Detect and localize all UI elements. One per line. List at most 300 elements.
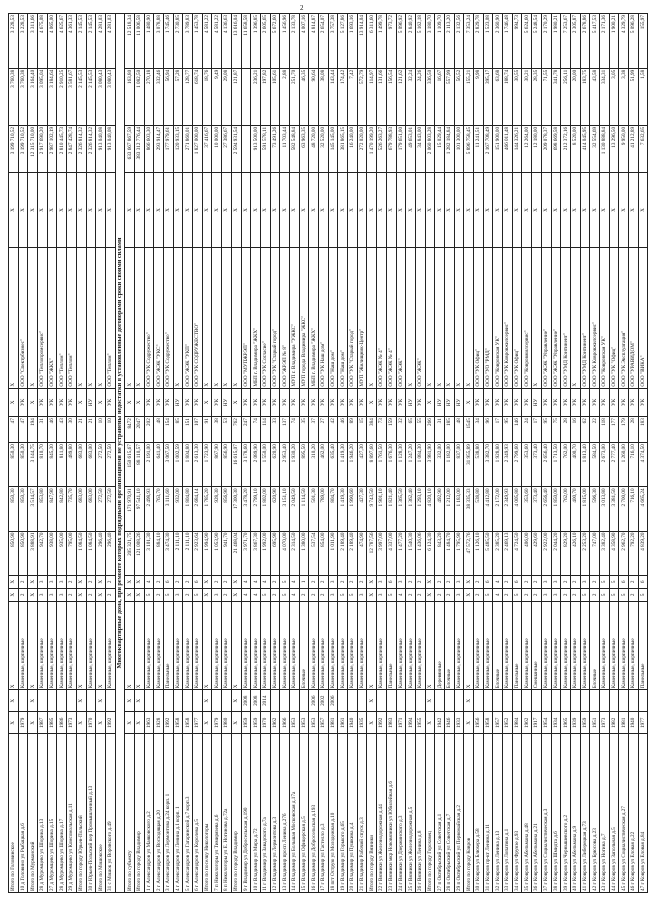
table-row <box>415 14 425 893</box>
table-cell: 1984 <box>512 712 522 734</box>
table-cell <box>551 690 561 712</box>
table-cell: 6 <box>512 575 522 588</box>
table-cell: 17 <box>532 417 542 443</box>
table-cell: 1942 <box>435 712 445 734</box>
table-cell: Каменные, кирпичные <box>289 601 299 689</box>
table-cell: 71,55 <box>541 68 551 125</box>
table-cell: 43 г Ковров ул Ногина д.7 <box>599 734 609 893</box>
table-cell: 1935 <box>357 712 367 734</box>
table-cell: ООО "ЖЭК "УКП" <box>183 248 193 388</box>
table-cell: 4 281,03 <box>105 14 115 69</box>
table-cell: 31 955,89 <box>464 443 474 487</box>
table-cell: 3 <box>38 588 48 601</box>
table-row <box>115 14 125 893</box>
table-cell: 2 923,64 <box>193 531 203 575</box>
table-cell: 1 011,90 <box>328 531 338 575</box>
table-cell: 1 260,00 <box>619 443 629 487</box>
table-cell: 2 469,13 <box>503 531 513 575</box>
table-cell: 1981 <box>619 712 629 734</box>
table-cell: 270,18 <box>144 68 154 125</box>
table-cell: 5 <box>483 588 493 601</box>
table-cell: 4 <box>241 575 251 588</box>
table-cell: 48 720,00 <box>309 125 319 172</box>
table-cell: 24,26 <box>415 68 425 125</box>
table-cell: X <box>125 712 135 734</box>
table-cell: 4 839,20 <box>638 531 648 575</box>
table-cell: 65 <box>406 417 416 443</box>
table-cell: 13 г Владимир просп Ленина д.27б <box>280 734 290 893</box>
table-cell: 1 484,70 <box>444 531 454 575</box>
table-cell: X <box>357 172 367 247</box>
table-cell: 3 514,57 <box>28 487 38 531</box>
table-cell: 1 396,85 <box>251 14 261 69</box>
table-cell: 4 г Александров ул Ленина д.1 корп. 1 <box>173 734 183 893</box>
table-cell: Каменные, кирпичные <box>629 601 639 689</box>
table-cell: Итого по городу Гороховец <box>425 734 435 893</box>
table-cell: 37 <box>309 417 319 443</box>
table-cell: 3 164,40 <box>28 68 38 125</box>
table-cell: 596,30 <box>590 487 600 531</box>
table-cell: 3 997,00 <box>377 531 387 575</box>
table-cell: УК <box>503 388 513 417</box>
table-cell: 492,90 <box>435 487 445 531</box>
table-cell: X <box>154 172 164 247</box>
table-cell: 21 <box>76 417 86 443</box>
table-cell: X <box>367 690 377 712</box>
table-row <box>319 14 329 893</box>
table-cell: X <box>76 248 86 388</box>
table-cell: Каменные, кирпичные <box>483 601 493 689</box>
table-cell: 6 <box>193 575 203 588</box>
table-cell: 804,70 <box>328 487 338 531</box>
table-cell: 856,90 <box>222 487 232 531</box>
table-cell: 867,90 <box>212 443 222 487</box>
table-cell: 47 г Ковров ул Еловая д.84 <box>638 734 648 893</box>
table-cell: 2 <box>415 588 425 601</box>
table-cell: Каменные, кирпичные <box>328 601 338 689</box>
table-cell: 1956 <box>474 712 484 734</box>
table-cell: X <box>425 690 435 712</box>
table-cell: 1958 <box>183 712 193 734</box>
table-cell: 3 971,70 <box>241 531 251 575</box>
table-cell <box>377 690 387 712</box>
table-cell: Каменные, кирпичные <box>67 601 77 689</box>
table-cell: X <box>541 172 551 247</box>
table-cell: 5 672,60 <box>270 14 280 69</box>
table-cell: 177 <box>609 417 619 443</box>
table-cell: 48 <box>154 417 164 443</box>
table-cell: 2 <box>309 575 319 588</box>
table-cell: 1992 <box>105 712 115 734</box>
table-cell: 5 <box>280 575 290 588</box>
table-cell: 5 248,54 <box>532 14 542 69</box>
table-cell: 334,31 <box>599 68 609 125</box>
table-row <box>270 14 280 893</box>
table-cell: Итого по городу Вязники <box>367 734 377 893</box>
table-row <box>503 14 513 893</box>
table-cell: 154 <box>164 417 174 443</box>
table-cell: 2 <box>503 588 513 601</box>
table-row <box>609 14 619 893</box>
table-cell: 3 <box>541 588 551 601</box>
table-cell: 2 <box>435 588 445 601</box>
table-cell: X <box>202 575 212 588</box>
table-row <box>18 14 28 893</box>
table-cell: ООО "Теплом" <box>57 248 67 388</box>
table-cell: 2 684,14 <box>193 487 203 531</box>
table-cell: 383 312 776,44 <box>134 125 144 172</box>
table-cell: X <box>86 172 96 247</box>
table-cell: 1987 <box>38 712 48 734</box>
table-cell: 683,00 <box>86 443 96 487</box>
table-cell: X <box>222 248 232 388</box>
table-cell: 2 613,30 <box>193 443 203 487</box>
table-cell: ООО "ЖЭК № 4" <box>386 248 396 388</box>
table-cell: 13 616,04 <box>231 14 241 69</box>
table-cell: 28,35 <box>532 68 542 125</box>
table-cell: 137 <box>280 417 290 443</box>
table-cell: 845,30 <box>47 443 57 487</box>
table-cell: 2 <box>18 588 28 601</box>
table-row <box>260 14 270 893</box>
table-cell: УК <box>522 388 532 417</box>
table-cell: 163,80 <box>125 68 135 125</box>
table-cell: 2 360,90 <box>493 14 503 69</box>
table-cell: 35 г Ковров ул Абельмана д.48 <box>522 734 532 893</box>
table-row <box>377 14 387 893</box>
table-cell: 1 183,00 <box>454 487 464 531</box>
table-cell: 837,00 <box>454 443 464 487</box>
table-cell: 1 994,90 <box>202 531 212 575</box>
table-cell: 90,64 <box>309 68 319 125</box>
table-cell: Каменные, кирпичные <box>609 601 619 689</box>
table-cell: 3 382,70 <box>483 443 493 487</box>
table-cell <box>173 690 183 712</box>
table-cell: 2 <box>570 575 580 588</box>
table-cell: 3 311,66 <box>28 14 38 69</box>
table-cell: 538,80 <box>474 487 484 531</box>
table-cell: 11 241,51 <box>474 125 484 172</box>
table-cell: 1 821,40 <box>386 487 396 531</box>
table-cell <box>386 690 396 712</box>
table-row <box>86 14 96 893</box>
table-cell: 1 850,00 <box>551 487 561 531</box>
table-cell: ООО "ВИКА" <box>638 248 648 388</box>
table-cell: X <box>444 248 454 388</box>
table-cell: Каменные, кирпичные <box>47 601 57 689</box>
table-cell: 32 554,69 <box>590 125 600 172</box>
table-cell: X <box>551 172 561 247</box>
table-cell: 1 419,30 <box>338 443 348 487</box>
table-cell: 46,35 <box>299 68 309 125</box>
table-cell: 37 416,67 <box>202 125 212 172</box>
table-cell: ООО "УК Согласие" <box>260 248 270 388</box>
table-cell: 2008 <box>251 690 261 712</box>
table-cell: 1 109,70 <box>435 14 445 69</box>
table-cell: 850,30 <box>9 487 19 531</box>
table-cell: X <box>464 172 474 247</box>
table-cell: 792,20 <box>629 531 639 575</box>
table-cell: 1959 <box>251 712 261 734</box>
table-cell: 63,68 <box>493 68 503 125</box>
table-cell: УК <box>280 388 290 417</box>
table-cell <box>561 690 571 712</box>
table-cell: Каменные, кирпичные <box>251 601 261 689</box>
table-cell: X <box>454 248 464 388</box>
table-cell: 4 <box>493 575 503 588</box>
table-cell: 2 <box>435 575 445 588</box>
table-cell: 27 386,67 <box>222 125 232 172</box>
table-row <box>580 14 590 893</box>
table-cell: 5 <box>386 588 396 601</box>
table-cell: 1994 <box>406 712 416 734</box>
table-cell: 716,10 <box>629 487 639 531</box>
table-cell: 3 <box>328 588 338 601</box>
table-cell: 17 300,30 <box>231 487 241 531</box>
table-cell: 1 523,08 <box>483 14 493 69</box>
table-cell: 5 <box>144 588 154 601</box>
table-cell: 2 145,53 <box>86 68 96 125</box>
table-row <box>425 14 435 893</box>
table-cell: 1 901,10 <box>377 487 387 531</box>
table-cell: X <box>212 248 222 388</box>
table-row <box>435 14 445 893</box>
table-cell: 5 896 758,45 <box>464 125 474 172</box>
table-cell: УК <box>144 388 154 417</box>
table-cell: 3 080,43 <box>105 68 115 125</box>
table-cell: 1 084,50 <box>76 531 86 575</box>
table-cell: 1 813,40 <box>580 443 590 487</box>
table-cell <box>280 690 290 712</box>
table-cell: 16 <box>570 417 580 443</box>
table-cell: 5 624,60 <box>522 14 532 69</box>
table-cell: 429,60 <box>532 531 542 575</box>
table-cell: 5 <box>280 588 290 601</box>
table-cell: Каменные, кирпичные <box>570 601 580 689</box>
table-cell: ООО "УК "Старый город" <box>270 248 280 388</box>
table-cell: 114 <box>260 417 270 443</box>
table-row <box>67 14 77 893</box>
table-cell: Итого по Головинское <box>9 734 19 893</box>
table-cell: 5 485,50 <box>483 531 493 575</box>
table-cell: 105,61 <box>270 68 280 125</box>
table-cell: 1955 <box>415 712 425 734</box>
table-cell: 1,58 <box>638 68 648 125</box>
table-cell: X <box>183 172 193 247</box>
table-cell: 146 <box>512 417 522 443</box>
table-cell: 143,44 <box>328 68 338 125</box>
table-cell: 698 669,58 <box>551 125 561 172</box>
table-cell: 1 900,21 <box>609 14 619 69</box>
table-cell: 19 г Владимир ул Горького д.65 <box>338 734 348 893</box>
table-cell: 5 096,28 <box>629 14 639 69</box>
table-cell: 73 491,26 <box>270 125 280 172</box>
table-cell: 47 <box>18 417 28 443</box>
table-cell: 426,10 <box>570 531 580 575</box>
table-cell <box>154 690 164 712</box>
table-cell <box>241 68 251 125</box>
table-cell: 27 <box>319 417 329 443</box>
table-cell: X <box>125 388 135 417</box>
table-cell: X <box>28 388 38 417</box>
table-cell: 3 <box>454 588 464 601</box>
table-cell: 24 <box>522 417 532 443</box>
table-cell: 1992 <box>164 712 174 734</box>
table-cell: X <box>464 575 474 588</box>
table-cell: 2 349,93 <box>503 443 513 487</box>
table-cell: 28 д Муромцево ул Шорина д.17 <box>57 734 67 893</box>
table-cell: X <box>522 172 532 247</box>
table-cell: X <box>319 172 329 247</box>
table-row <box>367 14 377 893</box>
table-cell: 3 888,91 <box>28 531 38 575</box>
table-cell: 2 <box>561 575 571 588</box>
table-cell: 1958 <box>173 712 183 734</box>
table-cell: 1 930,20 <box>289 443 299 487</box>
table-cell: 1963 <box>144 712 154 734</box>
page-number: 2 <box>300 4 304 12</box>
table-cell: 2 <box>67 575 77 588</box>
table-cell: X <box>241 172 251 247</box>
table-cell <box>532 690 542 712</box>
table-row <box>173 14 183 893</box>
table-cell: 850,30 <box>9 443 19 487</box>
table-cell: 33 <box>270 417 280 443</box>
table-cell: 1934 <box>551 712 561 734</box>
table-cell: 32 520,00 <box>319 125 329 172</box>
table-cell: 272,50 <box>96 443 106 487</box>
table-cell: 32 <box>396 417 406 443</box>
table-cell: X <box>134 712 144 734</box>
table-cell: 6 <box>164 575 174 588</box>
table-cell <box>57 690 67 712</box>
table-row <box>57 14 67 893</box>
table-cell: 2 145,53 <box>86 14 96 69</box>
housing-repair-table <box>8 13 648 893</box>
table-cell: 1545 <box>464 417 474 443</box>
table-cell: X <box>483 172 493 247</box>
table-cell: 850,30 <box>18 443 28 487</box>
table-cell: X <box>134 575 144 588</box>
table-cell: 156,54 <box>386 68 396 125</box>
table-cell: Каменные, кирпичные <box>57 601 67 689</box>
table-cell: 25 г Вязники ул Железнодорожная д.5 <box>406 734 416 893</box>
table-cell: 174,42 <box>338 68 348 125</box>
table-cell: 641,40 <box>154 443 164 487</box>
table-cell: 15 029,44 <box>435 125 445 172</box>
table-cell: X <box>231 712 241 734</box>
table-cell <box>415 690 425 712</box>
table-cell: 2 314,50 <box>289 531 299 575</box>
table-cell: 9,49 <box>212 68 222 125</box>
table-cell: X <box>328 172 338 247</box>
table-cell: Каменные, кирпичные <box>599 601 609 689</box>
table-cell: 1971 <box>396 712 406 734</box>
table-cell: 5 417,53 <box>590 14 600 69</box>
table-cell: 56,52 <box>454 68 464 125</box>
table-cell: 17 г Владимир ул Гастелло д.3 <box>319 734 329 893</box>
table-cell: УК <box>580 388 590 417</box>
table-cell: 4 <box>493 588 503 601</box>
table-cell: УК <box>348 388 358 417</box>
table-cell: ООО "УРАВИДОМ" <box>629 248 639 388</box>
table-cell: 620,90 <box>270 487 280 531</box>
table-cell: 2 730,85 <box>173 14 183 69</box>
table-cell: 5 г Александров ул Гагаринской д.7 корп.3 <box>183 734 193 893</box>
table-cell: 2 326 814,32 <box>76 125 86 172</box>
table-cell: 6 г Александров ул Королева д.5 <box>193 734 203 893</box>
table-cell: 46 <box>47 417 57 443</box>
table-cell: X <box>367 575 377 588</box>
table-cell: 1 212,00 <box>444 487 454 531</box>
table-cell: 177 979,61 <box>164 125 174 172</box>
table-cell: 1 053,90 <box>212 531 222 575</box>
table-cell: 101 300,00 <box>454 125 464 172</box>
table-cell: Каменные, кирпичные <box>474 601 484 689</box>
table-cell: 4 581,22 <box>212 14 222 69</box>
table-cell: X <box>96 588 106 601</box>
table-cell: 395,17 <box>483 68 493 125</box>
table-cell: 1 362,40 <box>406 487 416 531</box>
table-cell: 53 <box>222 417 232 443</box>
table-cell: 3 180,70 <box>425 14 435 69</box>
table-cell: X <box>222 172 232 247</box>
table-cell: МУП г. Владимира "УЖКС" <box>289 248 299 388</box>
table-cell: 4 <box>241 588 251 601</box>
table-cell: Каменные, кирпичные <box>580 601 590 689</box>
table-cell: УК <box>629 388 639 417</box>
table-cell: 22 г Вязники ул Железнодорожная д.44 <box>377 734 387 893</box>
table-cell: 30 г Юрьев-Польский пер Промышленный д.13 <box>86 734 96 893</box>
table-cell: X <box>367 712 377 734</box>
table-cell: 2 <box>299 588 309 601</box>
table-cell: 384 <box>367 417 377 443</box>
table-cell: X <box>638 172 648 247</box>
table-cell: 2 060 803,28 <box>425 125 435 172</box>
table-cell: ООО "УК Содружество" <box>144 248 154 388</box>
table-cell: 2002 <box>319 690 329 712</box>
table-cell: УК <box>609 388 619 417</box>
table-cell: 296,40 <box>96 531 106 575</box>
table-cell: 3 <box>377 588 387 601</box>
table-cell: 95 <box>541 417 551 443</box>
table-cell: Панельные <box>164 601 174 689</box>
table-cell: 4 007,16 <box>299 14 309 69</box>
table-cell: УК <box>415 388 425 417</box>
table-cell: 10 000,00 <box>212 125 222 172</box>
table-cell: 7,42 <box>348 68 358 125</box>
table-row <box>454 14 464 893</box>
table-cell: ООО "МУПЖРЭП" <box>241 248 251 388</box>
table-cell: 1 723,90 <box>202 443 212 487</box>
table-cell: 489,80 <box>67 443 77 487</box>
table-cell: 2 145,53 <box>76 68 86 125</box>
table-row <box>28 14 38 893</box>
table-cell: 591 578,11 <box>260 125 270 172</box>
table-cell: 1979 <box>18 712 28 734</box>
table-cell: X <box>435 248 445 388</box>
table-cell: 5 <box>609 588 619 601</box>
table-cell: 118 <box>599 417 609 443</box>
table-cell: X <box>125 601 135 689</box>
table-cell: 2 <box>319 575 329 588</box>
table-cell: 159 <box>386 417 396 443</box>
table-cell: 935,00 <box>57 531 67 575</box>
table-row <box>299 14 309 893</box>
table-cell: МБП г. Владимира "ЖКХ" <box>309 248 319 388</box>
table-cell: Каменные, кирпичные <box>454 601 464 689</box>
table-cell: 2006 <box>309 690 319 712</box>
